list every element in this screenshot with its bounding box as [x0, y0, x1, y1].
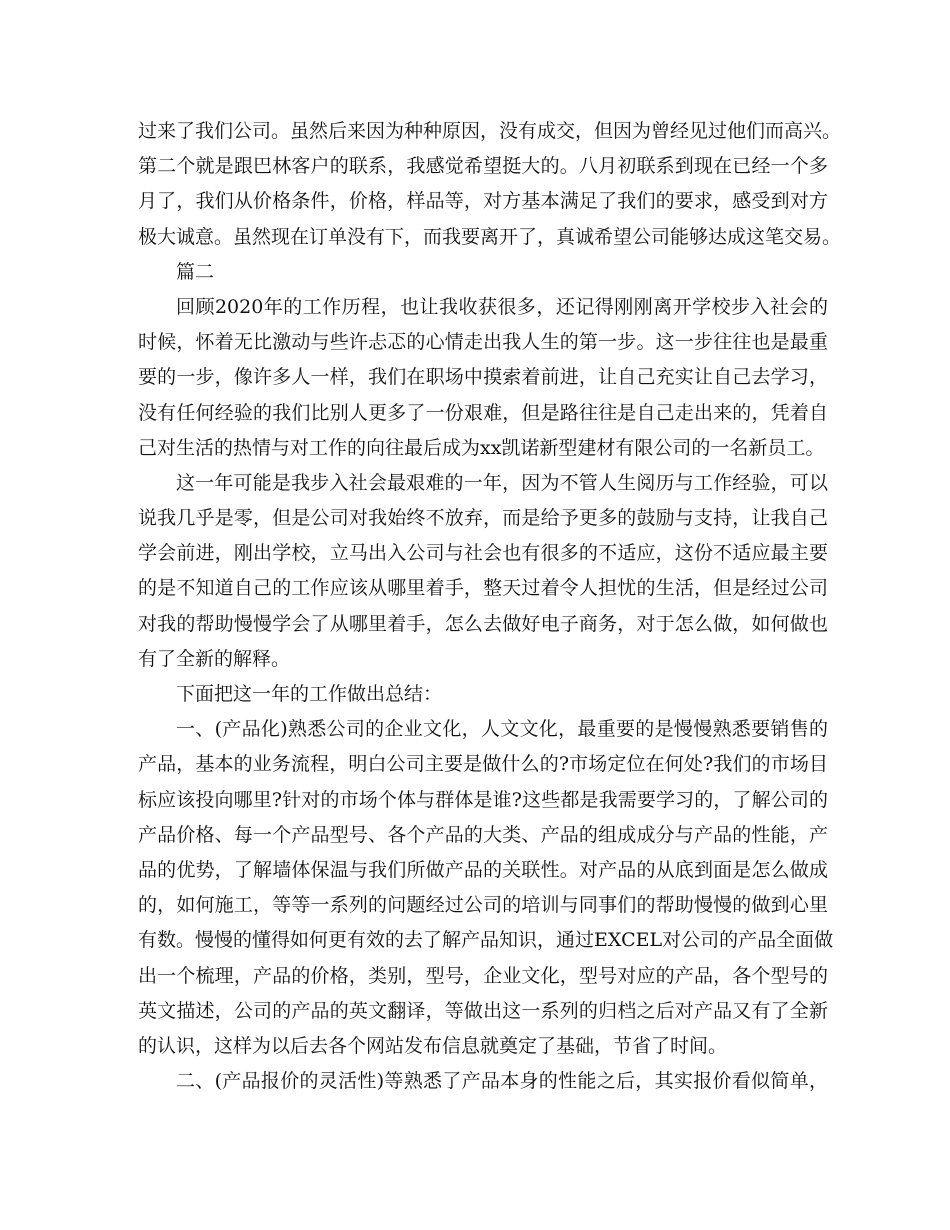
text-line: 的认识，这样为以后去各个网站发布信息就奠定了基础，节省了时间。: [138, 1034, 728, 1057]
text-line: 一、(产品化)熟悉公司的企业文化，人文文化，最重要的是慢慢熟悉要销售的: [176, 718, 828, 741]
text-line: 没有任何经验的我们比别人更多了一份艰难，但是路往往是自己走出来的，凭着自: [138, 401, 828, 424]
text-line: 己对生活的热情与对工作的向往最后成为xx凯诺新型建材有限公司的一名新员工。: [138, 436, 825, 459]
text-line: 有了全新的解释。: [138, 647, 291, 670]
text-line: 的是不知道自己的工作应该从哪里着手，整天过着令人担忧的生活，但是经过公司: [138, 577, 828, 600]
text-line: 学会前进，刚出学校，立马出入公司与社会也有很多的不适应，这份不适应最主要: [138, 542, 828, 565]
text-line: 有数。慢慢的懂得如何更有效的去了解产品知识，通过EXCEL对公司的产品全面做: [138, 929, 834, 952]
text-line: 产品价格、每一个产品型号、各个产品的大类、产品的组成成分与产品的性能，产: [138, 823, 828, 846]
text-line: 极大诚意。虽然现在订单没有下，而我要离开了，真诚希望公司能够达成这笔交易。: [138, 225, 842, 248]
text-line: 过来了我们公司。虽然后来因为种种原因，没有成交，但因为曾经见过他们而高兴。: [138, 120, 842, 142]
text-line: 二、(产品报价的灵活性)等熟悉了产品本身的性能之后，其实报价看似简单，: [176, 1070, 828, 1093]
text-line: 下面把这一年的工作做出总结：: [176, 683, 443, 705]
document-body: [138, 114, 842, 1099]
text-line: 出一个梳理，产品的价格，类别，型号，企业文化，型号对应的产品，各个型号的: [138, 964, 828, 987]
text-line: 篇二: [176, 260, 215, 283]
text-line: 第二个就是跟巴林客户的联系，我感觉希望挺大的。八月初联系到现在已经一个多: [138, 155, 828, 178]
text-line: 回顾2020年的工作历程，也让我收获很多，还记得刚刚离开学校步入社会的: [176, 295, 828, 318]
text-line: 月了，我们从价格条件，价格，样品等，对方基本满足了我们的要求，感受到对方: [138, 190, 828, 213]
text-line: 说我几乎是零，但是公司对我始终不放弃，而是给予更多的鼓励与支持，让我自己: [138, 507, 828, 530]
text-line: 时候，怀着无比激动与些许忐忑的心情走出我人生的第一步。这一步往往也是最重: [138, 331, 828, 354]
text-line: 对我的帮助慢慢学会了从哪里着手，怎么去做好电子商务，对于怎么做，如何做也: [138, 612, 828, 635]
text-line: 要的一步，像许多人一样，我们在职场中摸索着前进，让自己充实让自己去学习，: [138, 366, 828, 389]
text-line: 标应该投向哪里?针对的市场个体与群体是谁?这些都是我需要学习的，了解公司的: [138, 788, 828, 811]
text-line: 产品，基本的业务流程，明白公司主要是做什么的?市场定位在何处?我们的市场目: [138, 753, 828, 776]
text-line: 这一年可能是我步入社会最艰难的一年，因为不管人生阅历与工作经验，可以: [176, 471, 828, 494]
text-line: 英文描述，公司的产品的英文翻译，等做出这一系列的归档之后对产品又有了全新: [138, 999, 828, 1022]
text-line: 品的优势，了解墙体保温与我们所做产品的关联性。对产品的从底到面是怎么做成: [138, 858, 828, 881]
text-line: 的，如何施工，等等一系列的问题经过公司的培训与同事们的帮助慢慢的做到心里: [138, 894, 828, 917]
